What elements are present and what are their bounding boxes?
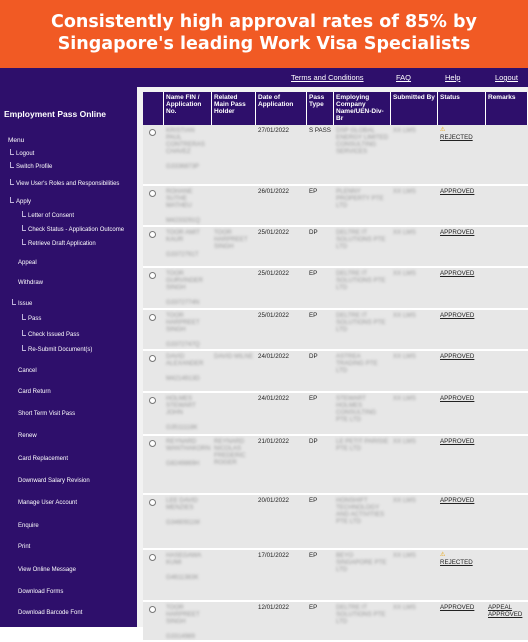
company-name-text: DELTRE IT SOLUTIONS PTE LTD [336, 229, 386, 250]
table-row[interactable] [143, 495, 528, 550]
table-row[interactable] [143, 436, 528, 495]
pass-type [309, 127, 332, 134]
sidebar-item[interactable]: Logout [16, 151, 35, 157]
row-radio[interactable] [149, 606, 156, 613]
fin-number: G3511118K [166, 424, 198, 431]
status-cell [440, 229, 484, 236]
sidebar-item[interactable]: Manage User Account [18, 500, 78, 506]
app-title: Employment Pass Online [4, 109, 107, 119]
remarks-link[interactable]: APPEAL APPROVED [488, 604, 523, 618]
column-header[interactable]: Employing Company Name/UEN-Div-Br [334, 92, 391, 125]
row-radio[interactable] [149, 314, 156, 321]
applications-table [143, 92, 528, 640]
sidebar-item[interactable]: Cancel [18, 368, 37, 374]
pass-type [309, 188, 332, 195]
company-name [336, 552, 389, 573]
pass-type [309, 395, 332, 402]
tree-connector [22, 330, 26, 336]
pass-type-text: EP [309, 395, 318, 402]
row-radio[interactable] [149, 440, 156, 447]
submitted-by [393, 604, 436, 611]
submitted-by [393, 497, 436, 504]
related-holder [214, 229, 254, 250]
company-name-text: STEWART HOLMES CONSULTING PTE LTD [336, 395, 377, 423]
status-link[interactable]: APPROVED [440, 604, 475, 611]
column-header[interactable]: Pass Type [307, 92, 334, 125]
related-holder-text: REYNARD NICOLAS FREDERIC ROGER [214, 438, 246, 466]
applicant-name [166, 395, 210, 431]
fin-number: G3372791T [166, 251, 199, 258]
application-date-text: 27/01/2022 [258, 127, 289, 134]
company-name-text: DELTRE IT SOLUTIONS PTE LTD [336, 312, 386, 333]
select-column-header [143, 92, 164, 125]
status-link[interactable]: APPROVED [440, 497, 475, 504]
fin-number: G3372747Q [166, 341, 200, 348]
company-name-text: DSP GLOBAL ENERGY LIMITED CONSULTING SERVICES [336, 127, 389, 155]
related-holder-text: DAVID MILNE [214, 353, 254, 360]
application-date [258, 497, 305, 504]
application-date [258, 229, 305, 236]
company-name [336, 229, 389, 250]
status-cell [440, 497, 484, 504]
applicant-name-text: TOOR GURVINDER SINGH [166, 270, 204, 291]
sidebar-item[interactable]: Retrieve Draft Application [28, 241, 96, 247]
banner-line-1: Consistently high approval rates of 85% by [51, 12, 477, 32]
row-radio[interactable] [149, 231, 156, 238]
tree-connector [10, 179, 14, 185]
tree-connector [22, 225, 26, 231]
sidebar-item[interactable]: Print [18, 544, 31, 550]
applicant-name [166, 127, 210, 170]
sidebar-item[interactable]: Renew [18, 433, 37, 439]
application-date-text: 26/01/2022 [258, 188, 289, 195]
status-link[interactable]: APPROVED [440, 395, 475, 402]
company-name-text: BEYO SINGAPORE PTE LTD [336, 552, 387, 573]
column-header[interactable]: Name FIN / Application No. [164, 92, 212, 125]
applicant-name-text: TOOR HARPREET SINGH [166, 312, 200, 333]
applicant-name-text: TOOR HARPREET SINGH [166, 604, 200, 625]
applicant-name-text: KRISTIAN PAUL CONTRERAS CHAVEZ [166, 127, 205, 155]
top-nav-bar [0, 68, 528, 87]
applicant-name [166, 438, 210, 467]
submitted-by-text: XX LMS [393, 127, 416, 134]
fin-number: G3314989 [166, 633, 195, 640]
company-name-text: ASTREA TRADING PTE LTD [336, 353, 378, 374]
sidebar-item[interactable]: Issue [18, 301, 33, 307]
applicant-name-text: LEE DAVID MENZIES [166, 497, 198, 511]
related-holder [214, 353, 254, 360]
pass-type [309, 353, 332, 360]
warning-icon: ⚠ [440, 127, 446, 133]
status-cell [440, 395, 484, 402]
status-cell [440, 604, 484, 611]
status-cell [440, 270, 484, 277]
applicant-name [166, 270, 210, 306]
pass-type-text: DP [309, 229, 318, 236]
pass-type [309, 438, 332, 445]
fin-number: M4214913D [166, 375, 200, 382]
submitted-by [393, 229, 436, 236]
tree-connector [10, 162, 14, 168]
company-name [336, 438, 389, 452]
submitted-by-text: XX LMS [393, 229, 416, 236]
application-date [258, 353, 305, 360]
submitted-by-text: XX LMS [393, 438, 416, 445]
table-row[interactable] [143, 125, 528, 186]
company-name-text: HONSHIFT TECHNOLOGY AND ACTIVITIES PTE LTD [336, 497, 385, 525]
tree-connector [22, 239, 26, 245]
table-row[interactable] [143, 393, 528, 436]
column-header[interactable]: Related Main Pass Holder [212, 92, 256, 125]
application-date-text: 17/01/2022 [258, 552, 289, 559]
company-name [336, 395, 389, 423]
company-name [336, 312, 389, 333]
help-link[interactable]: Help [445, 73, 461, 82]
status-link[interactable]: APPROVED [440, 438, 475, 445]
applicant-name [166, 353, 210, 382]
company-name-text: PLENNY PROPERTY PTE LTD [336, 188, 384, 209]
applicant-name-text: ROHANE SUTHE MATHEU [166, 188, 193, 209]
sidebar [0, 87, 137, 627]
sidebar-item[interactable]: Card Replacement [18, 456, 69, 462]
pass-type-text: EP [309, 604, 318, 611]
applicant-name-text: HOLMES STEWART JOHN [166, 395, 196, 416]
faq-link[interactable]: FAQ [396, 73, 412, 82]
pass-type [309, 552, 332, 559]
submitted-by-text: XX LMS [393, 552, 416, 559]
submitted-by-text: XX LMS [393, 312, 416, 319]
status-link[interactable]: REJECTED [440, 559, 473, 566]
fin-number: G3372774N [166, 299, 200, 306]
submitted-by [393, 270, 436, 277]
fin-number: G4611383K [166, 574, 199, 581]
company-name [336, 270, 389, 291]
logout-link[interactable]: Logout [495, 73, 518, 82]
applicant-name-text: HASEGAWA KUMI [166, 552, 201, 566]
sidebar-item[interactable]: Short Term Visit Pass [18, 411, 76, 417]
application-date [258, 604, 305, 611]
sidebar-item[interactable]: Withdraw [18, 280, 44, 286]
submitted-by [393, 552, 436, 559]
status-link[interactable]: APPROVED [440, 270, 475, 277]
applicant-name [166, 552, 210, 581]
tree-connector [22, 345, 26, 351]
fin-number: G8249869H [166, 460, 200, 467]
company-name-text: DELTRE IT SOLUTIONS PTE LTD [336, 604, 386, 625]
company-name [336, 604, 389, 625]
related-holder-text: TOOR HARPREET SINGH [214, 229, 248, 250]
status-cell [440, 438, 484, 445]
tree-connector [22, 314, 26, 320]
pass-type [309, 497, 332, 504]
row-radio[interactable] [149, 554, 156, 561]
application-date-text: 24/01/2022 [258, 395, 289, 402]
status-cell [440, 312, 484, 319]
pass-type-text: EP [309, 188, 318, 195]
company-name [336, 353, 389, 374]
sidebar-item[interactable]: Enquire [18, 523, 39, 529]
company-name [336, 188, 389, 209]
sidebar-item[interactable]: Re-Submit Document(s) [28, 347, 93, 353]
applicant-name-text: DAVID ALEXANDER [166, 353, 204, 367]
submitted-by-text: XX LMS [393, 270, 416, 277]
pass-type [309, 604, 332, 611]
tree-connector [22, 211, 26, 217]
applicant-name [166, 604, 210, 640]
row-radio[interactable] [149, 355, 156, 362]
company-name [336, 127, 389, 155]
table-row[interactable] [143, 268, 528, 310]
application-date-text: 25/01/2022 [258, 270, 289, 277]
application-date-text: 24/01/2022 [258, 353, 289, 360]
sidebar-item[interactable]: Switch Profile [16, 164, 53, 170]
pass-type-text: S PASS [309, 127, 331, 134]
status-cell [440, 353, 484, 360]
status-link[interactable]: REJECTED [440, 134, 473, 141]
application-date [258, 312, 305, 319]
tree-connector [10, 197, 14, 203]
submitted-by [393, 312, 436, 319]
row-radio[interactable] [149, 190, 156, 197]
submitted-by [393, 395, 436, 402]
fin-number: G3336873P [166, 163, 200, 170]
pass-type [309, 270, 332, 277]
sidebar-item[interactable]: Check Issued Pass [28, 332, 80, 338]
tree-connector [12, 299, 16, 305]
status-cell [440, 127, 484, 141]
fin-number: G3460911M [166, 519, 200, 526]
table-row[interactable] [143, 550, 528, 602]
row-radio[interactable] [149, 499, 156, 506]
application-date-text: 20/01/2022 [258, 497, 289, 504]
submitted-by-text: XX LMS [393, 395, 416, 402]
applicant-name-text: REYNARD WANTHAKORN [166, 438, 211, 452]
application-date [258, 127, 305, 134]
status-link[interactable]: APPROVED [440, 188, 475, 195]
sidebar-item[interactable]: Apply [16, 199, 32, 205]
fin-number: M4233291Q [166, 217, 201, 224]
column-header[interactable]: Status [438, 92, 486, 125]
column-header[interactable]: Remarks [486, 92, 528, 125]
warning-icon: ⚠ [440, 552, 446, 558]
status-link[interactable]: APPROVED [440, 312, 475, 319]
pass-type-text: EP [309, 312, 318, 319]
submitted-by-text: XX LMS [393, 353, 416, 360]
status-link[interactable]: APPROVED [440, 353, 475, 360]
applicant-name [166, 312, 210, 348]
application-date [258, 438, 305, 445]
applicant-name [166, 188, 210, 224]
table-row[interactable] [143, 186, 528, 227]
application-date [258, 188, 305, 195]
sidebar-item[interactable]: Download Forms [18, 589, 64, 595]
related-holder [214, 438, 254, 466]
pass-type-text: DP [309, 438, 318, 445]
company-name-text: DELTRE IT SOLUTIONS PTE LTD [336, 270, 386, 291]
table-row[interactable] [143, 351, 528, 393]
submitted-by-text: XX LMS [393, 604, 416, 611]
submitted-by [393, 353, 436, 360]
submitted-by [393, 127, 436, 134]
application-date [258, 270, 305, 277]
applicant-name [166, 497, 210, 526]
status-link[interactable]: APPROVED [440, 229, 475, 236]
row-radio[interactable] [149, 129, 156, 136]
column-header[interactable]: Date of Application [256, 92, 307, 125]
application-date-text: 25/01/2022 [258, 312, 289, 319]
submitted-by [393, 438, 436, 445]
submitted-by-text: XX LMS [393, 188, 416, 195]
application-date [258, 552, 305, 559]
application-date-text: 21/01/2022 [258, 438, 289, 445]
column-header[interactable]: Submitted By [391, 92, 438, 125]
pass-type [309, 229, 332, 236]
sidebar-item[interactable]: View Online Message [18, 567, 76, 573]
application-date-text: 12/01/2022 [258, 604, 289, 611]
table-row[interactable] [143, 602, 528, 642]
sidebar-item[interactable]: Downward Salary Revision [18, 478, 90, 484]
status-cell [440, 552, 484, 566]
submitted-by [393, 188, 436, 195]
pass-type-text: DP [309, 353, 318, 360]
pass-type-text: EP [309, 270, 318, 277]
submitted-by-text: XX LMS [393, 497, 416, 504]
status-cell [440, 188, 484, 195]
table-row[interactable] [143, 310, 528, 351]
tree-connector [10, 149, 14, 155]
sidebar-item[interactable]: Download Barcode Font [18, 610, 83, 616]
terms-link[interactable]: Terms and Conditions [291, 73, 364, 82]
pass-type-text: EP [309, 552, 318, 559]
company-name-text: LE PETIT PARISIE PTE LTD [336, 438, 389, 452]
main-content [137, 87, 528, 640]
application-date [258, 395, 305, 402]
promo-banner [0, 0, 528, 68]
sidebar-item[interactable]: Appeal [18, 260, 37, 266]
sidebar-item[interactable]: Check Status - Application Outcome [28, 227, 125, 233]
menu-label: Menu [8, 137, 25, 144]
sidebar-item[interactable]: Card Return [18, 389, 51, 395]
banner-line-2: Singapore's leading Work Visa Specialists [57, 34, 471, 54]
applicant-name [166, 229, 210, 258]
sidebar-item[interactable]: Letter of Consent [28, 213, 75, 219]
sidebar-item[interactable]: View User's Roles and Responsibilities [16, 181, 120, 187]
company-name [336, 497, 389, 525]
pass-type [309, 312, 332, 319]
row-radio[interactable] [149, 272, 156, 279]
sidebar-item[interactable]: Pass [28, 316, 42, 322]
application-date-text: 25/01/2022 [258, 229, 289, 236]
row-radio[interactable] [149, 397, 156, 404]
table-row[interactable] [143, 227, 528, 268]
pass-type-text: EP [309, 497, 318, 504]
applicant-name-text: TOOR AMIT KAUR [166, 229, 200, 243]
